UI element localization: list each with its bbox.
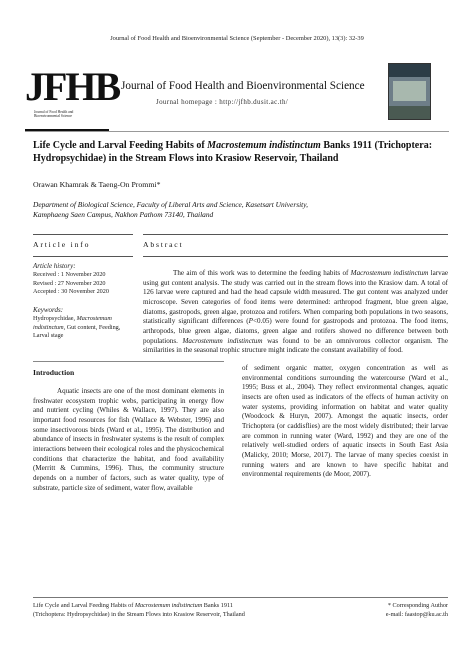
- history-label: Article history:: [33, 262, 76, 270]
- revised-date: Revised : 27 November 2020: [33, 279, 106, 287]
- title-part-2: Banks 1911 (Trichoptera: Hydropsychidae) in the Stream Flows into Krasiow Reservoir, Thailand: [33, 140, 433, 165]
- introduction-left-column: Aquatic insects are one of the most dominant elements in freshwater ecosystem trophic webs, participating in energy flow and nutrient cycling (Whiles & Wallace, 1997). They are also important food resources for fish (Wallace & Webster, 1996) and some insectivorous birds (Ward et al., 1995). The distribution and abundance of insects in freshwater systems is the result of complex interactions between their ecological roles and the physicochemical conditions that characterize the habitat, and food availability (Merritt & Cummins, 1996). Thus, the community structure depends on a number of factors, such as water quality, type of substrate, particle size of sediment, water flow, available: [33, 387, 224, 492]
- corresponding-author-label: * Corresponding Author: [387, 602, 448, 609]
- article-info-rule-bottom: [33, 256, 133, 257]
- keywords-list: Hydropsychidae, Macrostemum indistinctum, Gut content, Feeding, Larval stage: [33, 314, 121, 340]
- article-info-heading: Article info: [33, 240, 91, 249]
- article-info-rule-top: [33, 234, 133, 235]
- journal-logo: [25, 63, 120, 133]
- title-part-1: Life Cycle and Larval Feeding Habits of: [33, 140, 208, 151]
- article-affiliation: [33, 200, 453, 221]
- running-head: Journal of Food Health and Bioenvironmental Science (September - December 2020), 13(3): 32-39: [110, 35, 364, 42]
- received-date: Received : 1 November 2020: [33, 270, 106, 278]
- accepted-date: Accepted : 30 November 2020: [33, 288, 109, 296]
- abstract-rule-top: [143, 234, 448, 235]
- abstract-rule-bottom: [143, 256, 448, 257]
- abstract-text: The aim of this work was to determine the feeding habits of Macrostemum indistinctum larvae using gut content analysis. The study was carried out in the stream flows into the Krasiow dam. A total of 126 larvae were captured and had the head capsule width measured. The gut content was analyzed under microscope. Seven categories of food items were determined: arthropod fragment, blue green algae, diatoms, gastropods, green algae, protozoa and rotifers. When comparing both populations in two seasons, statistically significant differences (P<0.05) were found for gastropods and protozoa. The food items, arthropods, blue green algae, diatoms, green algae and rotifers showed no difference between both populations. Macrostemum indistinctum was found to be an omnivorous collector organism. The similarities in the seasonal trophic structure might indicate the constant availability of food.: [143, 269, 449, 355]
- keywords-block: [33, 306, 135, 341]
- header-rule: [25, 131, 449, 132]
- logo-letters: JFHB: [25, 64, 120, 109]
- footer-citation: Life Cycle and Larval Feeding Habits of Macrostemum indistinctum Banks 1911 (Trichoptera: Hydropsychidae) in the Stream Flows into Krasiow Reservoir, Thailand: [33, 602, 245, 618]
- article-authors: Orawan Khamrak & Taeng-On Prommi*: [33, 180, 161, 189]
- keywords-label: Keywords:: [33, 306, 64, 314]
- affiliation-line-2: Kamphaeng Saen Campus, Nakhon Pathom 73140, Thailand: [33, 210, 214, 220]
- affiliation-line-1: Department of Biological Science, Faculty of Liberal Arts and Science, Kasetsart University,: [33, 200, 308, 209]
- introduction-right-column: of sediment organic matter, oxygen concentration as well as environmental conditions surrounding the watercourse (Ward et al., 1995; Buss et al., 2004). They reflect environmental changes, aquatic insects are often used as indicators of the effects of human activity on water systems, providing information on habitat and water quality (Woodcock & Huryn, 2007). Amongst the aquatic insects, order Trichoptera (or caddisflies) are the most widely distributed; their larvae are common in running water (Ward, 1992) and they are one of the relatively well-studied orders of aquatic insects in South East Asia (Malicky, 2010; Morse, 2017). The larvae of many species coexist in running waters and are known to have specific habitat and environmental requirements (de Moor, 2007).: [242, 364, 448, 479]
- journal-name: Journal of Food Health and Bioenvironmental Science: [121, 80, 365, 92]
- journal-homepage: Journal homepage : http://jfhb.dusit.ac.th/: [156, 98, 289, 106]
- footer-rule: [33, 597, 448, 598]
- corresponding-email: e-mail: faastop@ku.ac.th: [385, 610, 448, 618]
- logo-subtitle: Journal of Food Health and Bioenvironmental Science: [34, 110, 74, 119]
- introduction-heading: Introduction: [33, 368, 75, 377]
- footer-corresponding: [330, 602, 448, 620]
- title-species: Macrostemum indistinctum: [207, 140, 321, 151]
- article-title: [33, 139, 448, 166]
- article-history: [33, 262, 135, 297]
- abstract-heading: Abstract: [143, 240, 184, 249]
- journal-cover-image: [388, 63, 431, 120]
- intro-rule: [33, 361, 224, 362]
